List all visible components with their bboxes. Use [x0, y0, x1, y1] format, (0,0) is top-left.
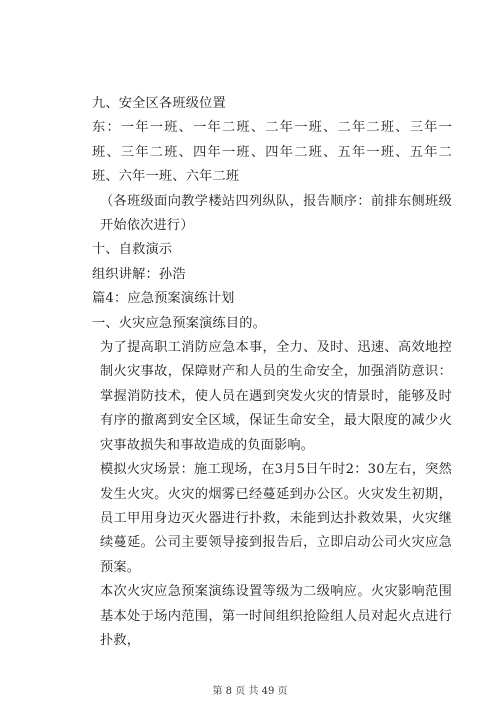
response-level-paragraph: 本次火灾应急预案演练设置等级为二级响应。火灾影响范围基本处于场内范围，第一时间组织抢险组人员对起火点进行扑救， [100, 584, 452, 648]
drill-purpose-paragraph: 为了提高职工消防应急本事，全力、及时、迅速、高效地控制火灾事故，保障财产和人员的生命安全，加强消防意识：掌握消防技术，使人员在遇到突发火灾的情景时，能够及时有序的撤离到安全区域，保证生命安全，最大限度的减少火灾事故损失和事故造成的负面影响。 [100, 340, 452, 453]
page-number-footer: 第 8 页 共 49 页 [212, 686, 288, 697]
chapter-title: 篇4：应急预案演练计划 [92, 291, 235, 307]
east-class-list: 东：一年一班、一年二班、二年一班、二年二班、三年一班、三年二班、四年一班、四年二班、五年一班、五年二班、六年一班、六年二班 [92, 120, 452, 185]
drill-purpose-heading: 一、火灾应急预案演练目的。 [92, 315, 267, 331]
section-heading-10: 十、自救演示 [92, 242, 173, 258]
fire-scenario-paragraph: 模拟火灾场景：施工现场，在3月5日午时2：30左右，突然发生火灾。火灾的烟雾已经蔓延到办公区。火灾发生初期，员工甲用身边灭火器进行扑救，未能到达扑救效果，火灾继续蔓延。公司主要领导接到报告后，立即启动公司火灾应急预案。 [100, 462, 452, 575]
class-formation-note: （各班级面向教学楼站四列纵队，报告顺序：前排东侧班级开始依次进行） [100, 193, 452, 234]
organizer-line: 组织讲解：孙浩 [92, 266, 186, 282]
document-body [92, 92, 452, 653]
section-heading-9: 九、安全区各班级位置 [92, 96, 226, 111]
